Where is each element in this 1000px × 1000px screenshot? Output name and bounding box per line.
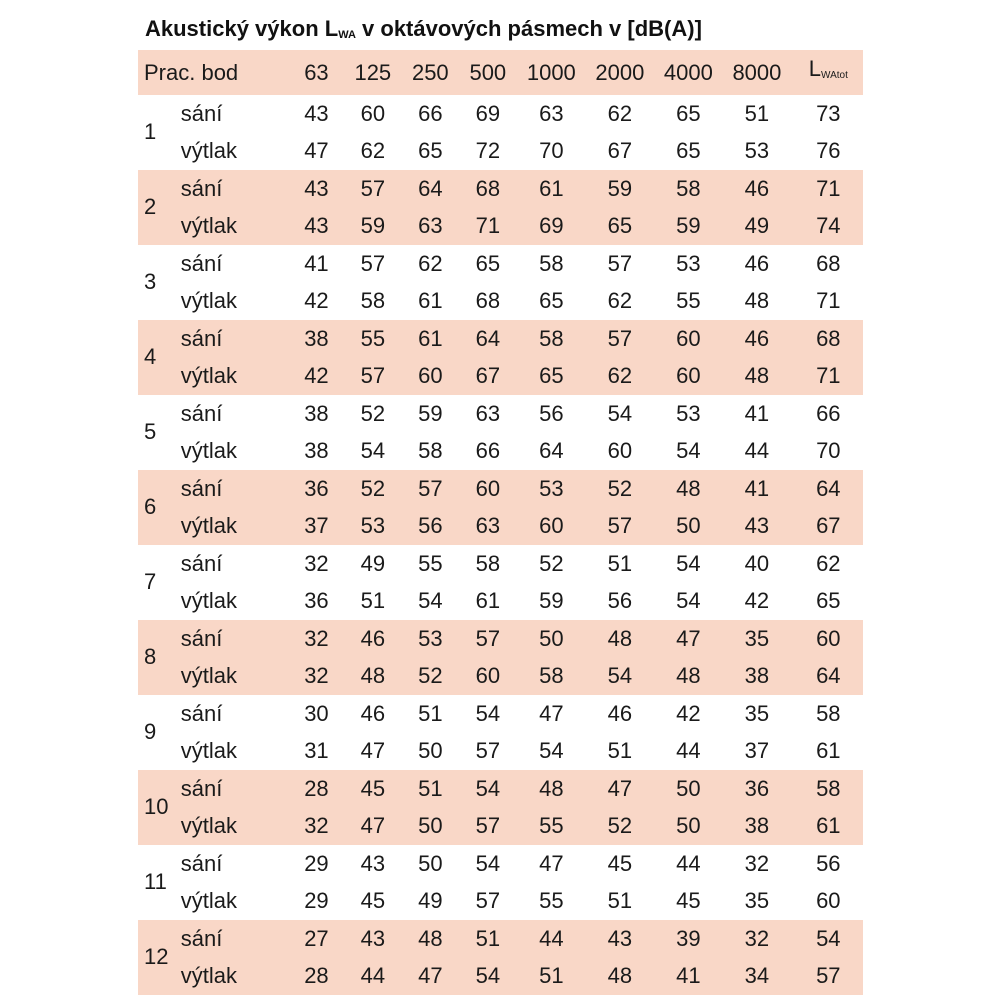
value-cell: 38	[292, 320, 341, 358]
value-cell: 47	[405, 957, 457, 995]
value-cell: 29	[304, 850, 329, 876]
header-total: LWAtot	[794, 50, 863, 95]
value-cell: 68	[475, 288, 501, 313]
header-band-125: 125	[341, 50, 404, 95]
value-cell: 60	[657, 320, 721, 358]
value-cell: 57	[341, 170, 404, 208]
value-cell: 53	[676, 250, 701, 276]
value-cell: 29	[304, 888, 329, 913]
value-cell: 65	[520, 357, 584, 395]
value-cell: 51	[360, 588, 386, 613]
value-cell: 57	[607, 250, 633, 276]
value-cell: 64	[405, 170, 457, 208]
value-cell: 71	[456, 207, 519, 245]
table-row	[138, 320, 863, 358]
header-row	[138, 50, 863, 95]
value-cell: 44	[676, 738, 701, 763]
value-cell: 65	[475, 250, 501, 276]
value-cell: 42	[304, 288, 329, 313]
value-cell: 45	[676, 888, 701, 913]
outlet-label: výtlak	[180, 288, 238, 313]
value-cell: 62	[583, 357, 656, 395]
value-cell: 68	[456, 170, 519, 208]
intake-label: sání	[181, 170, 292, 208]
value-cell: 48	[583, 620, 656, 658]
operating-point-number: 6	[138, 470, 181, 545]
intake-label: sání	[180, 850, 223, 876]
value-cell: 53	[341, 507, 404, 545]
value-cell: 61	[520, 170, 584, 208]
value-cell: 57	[456, 807, 519, 845]
value-cell: 71	[816, 288, 841, 313]
value-cell: 51	[456, 920, 519, 958]
value-cell: 55	[418, 550, 443, 576]
value-cell: 52	[583, 470, 656, 508]
value-cell: 32	[292, 657, 341, 695]
value-cell: 51	[405, 770, 457, 808]
value-cell: 62	[816, 550, 841, 576]
value-cell: 48	[341, 657, 404, 695]
intake-label: sání	[181, 620, 292, 658]
value-cell: 53	[520, 470, 584, 508]
value-cell: 54	[456, 957, 519, 995]
value-cell: 54	[360, 438, 386, 463]
value-cell: 48	[657, 657, 721, 695]
value-cell: 43	[583, 920, 656, 958]
value-cell: 48	[583, 957, 656, 995]
table-row	[138, 470, 863, 508]
value-cell: 55	[539, 888, 564, 913]
table-row	[138, 807, 863, 845]
value-cell: 50	[418, 738, 443, 763]
value-cell: 63	[475, 400, 501, 426]
value-cell: 57	[583, 507, 656, 545]
value-cell: 70	[816, 438, 841, 463]
value-cell: 38	[304, 400, 329, 426]
table-row	[138, 507, 863, 545]
value-cell: 51	[607, 888, 633, 913]
value-cell: 42	[292, 357, 341, 395]
value-cell: 52	[360, 400, 386, 426]
value-cell: 28	[292, 770, 341, 808]
value-cell: 50	[657, 807, 721, 845]
outlet-label: výtlak	[180, 738, 238, 763]
value-cell: 49	[418, 888, 443, 913]
value-cell: 65	[583, 207, 656, 245]
value-cell: 68	[816, 250, 841, 276]
outlet-label: výtlak	[181, 807, 292, 845]
value-cell: 54	[475, 700, 501, 726]
table-row	[138, 620, 863, 658]
value-cell: 47	[657, 620, 721, 658]
value-cell: 34	[720, 957, 793, 995]
value-cell: 60	[456, 470, 519, 508]
table-row	[138, 582, 863, 620]
value-cell: 67	[607, 138, 633, 163]
value-cell: 42	[744, 588, 770, 613]
value-cell: 41	[744, 400, 770, 426]
value-cell: 58	[418, 438, 443, 463]
intake-label: sání	[180, 400, 223, 426]
operating-point-number: 3	[144, 269, 157, 295]
outlet-label: výtlak	[181, 657, 292, 695]
value-cell: 38	[304, 438, 329, 463]
value-cell: 60	[816, 888, 841, 913]
outlet-label: výtlak	[181, 207, 292, 245]
value-cell: 40	[744, 550, 770, 576]
value-cell: 45	[360, 888, 386, 913]
value-cell: 48	[657, 470, 721, 508]
table-row	[138, 882, 863, 920]
value-cell: 32	[292, 620, 341, 658]
value-cell: 39	[657, 920, 721, 958]
value-cell: 61	[418, 288, 443, 313]
value-cell: 43	[292, 207, 341, 245]
value-cell: 58	[539, 250, 564, 276]
value-cell: 46	[720, 170, 793, 208]
value-cell: 50	[657, 770, 721, 808]
value-cell: 52	[341, 470, 404, 508]
operating-point-number: 11	[144, 869, 167, 895]
operating-point-number: 4	[138, 320, 181, 395]
value-cell: 59	[657, 207, 721, 245]
value-cell: 46	[341, 620, 404, 658]
operating-point-number: 8	[138, 620, 181, 695]
value-cell: 54	[456, 770, 519, 808]
table-row	[138, 432, 863, 470]
value-cell: 48	[720, 357, 793, 395]
header-band-8000: 8000	[720, 50, 793, 95]
table-row	[138, 95, 863, 133]
value-cell: 27	[292, 920, 341, 958]
value-cell: 50	[520, 620, 584, 658]
value-cell: 50	[405, 807, 457, 845]
table-row	[138, 170, 863, 208]
value-cell: 65	[816, 588, 841, 613]
outlet-label: výtlak	[180, 588, 238, 613]
table-row	[138, 770, 863, 808]
value-cell: 64	[794, 657, 863, 695]
value-cell: 60	[520, 507, 584, 545]
value-cell: 57	[405, 470, 457, 508]
value-cell: 51	[520, 957, 584, 995]
value-cell: 50	[657, 507, 721, 545]
header-band-500: 500	[456, 50, 519, 95]
value-cell: 47	[341, 807, 404, 845]
value-cell: 51	[607, 550, 633, 576]
value-cell: 71	[794, 170, 863, 208]
value-cell: 58	[520, 657, 584, 695]
value-cell: 61	[475, 588, 501, 613]
value-cell: 62	[418, 250, 443, 276]
value-cell: 72	[475, 138, 501, 163]
value-cell: 56	[539, 400, 564, 426]
value-cell: 58	[657, 170, 721, 208]
value-cell: 61	[816, 738, 841, 763]
value-cell: 57	[475, 738, 501, 763]
value-cell: 66	[418, 100, 443, 126]
value-cell: 43	[341, 920, 404, 958]
value-cell: 66	[475, 438, 501, 463]
value-cell: 66	[816, 400, 841, 426]
table-row	[138, 395, 863, 433]
value-cell: 54	[676, 588, 701, 613]
value-cell: 55	[520, 807, 584, 845]
value-cell: 51	[607, 738, 633, 763]
value-cell: 57	[341, 357, 404, 395]
value-cell: 54	[676, 550, 701, 576]
value-cell: 54	[676, 438, 701, 463]
value-cell: 54	[607, 400, 633, 426]
value-cell: 46	[744, 250, 770, 276]
operating-point-number: 7	[144, 569, 157, 595]
value-cell: 65	[539, 288, 564, 313]
value-cell: 41	[720, 470, 793, 508]
value-cell: 43	[720, 507, 793, 545]
value-cell: 46	[607, 700, 633, 726]
value-cell: 47	[539, 700, 564, 726]
value-cell: 43	[360, 850, 386, 876]
value-cell: 59	[539, 588, 564, 613]
header-operating-point: Prac. bod	[138, 50, 292, 95]
value-cell: 60	[405, 357, 457, 395]
value-cell: 64	[539, 438, 564, 463]
value-cell: 47	[304, 138, 329, 163]
value-cell: 59	[341, 207, 404, 245]
value-cell: 36	[720, 770, 793, 808]
value-cell: 54	[418, 588, 443, 613]
value-cell: 48	[744, 288, 770, 313]
value-cell: 47	[539, 850, 564, 876]
table-row	[138, 957, 863, 995]
header-band-1000: 1000	[520, 50, 584, 95]
value-cell: 58	[360, 288, 386, 313]
value-cell: 57	[360, 250, 386, 276]
value-cell: 43	[304, 100, 329, 126]
value-cell: 55	[676, 288, 701, 313]
header-band-4000: 4000	[657, 50, 721, 95]
value-cell: 49	[720, 207, 793, 245]
value-cell: 63	[456, 507, 519, 545]
value-cell: 53	[676, 400, 701, 426]
value-cell: 31	[304, 738, 329, 763]
value-cell: 48	[405, 920, 457, 958]
table-title: Akustický výkon $L_{WA}$ v oktávových pásmech v [dB(A)]	[145, 16, 702, 41]
value-cell: 57	[475, 888, 501, 913]
value-cell: 61	[405, 320, 457, 358]
table-row	[138, 207, 863, 245]
value-cell: 71	[794, 357, 863, 395]
value-cell: 50	[418, 850, 443, 876]
value-cell: 56	[816, 850, 841, 876]
value-cell: 41	[657, 957, 721, 995]
value-cell: 70	[539, 138, 564, 163]
value-cell: 56	[405, 507, 457, 545]
operating-point-number: 1	[144, 119, 157, 145]
value-cell: 64	[456, 320, 519, 358]
value-cell: 69	[475, 100, 501, 126]
value-cell: 57	[583, 320, 656, 358]
value-cell: 62	[607, 288, 633, 313]
value-cell: 48	[520, 770, 584, 808]
operating-point-number: 2	[138, 170, 181, 245]
value-cell: 65	[676, 100, 701, 126]
value-cell: 45	[341, 770, 404, 808]
table-row	[138, 545, 863, 583]
value-cell: 73	[816, 100, 841, 126]
value-cell: 41	[304, 250, 329, 276]
value-cell: 52	[539, 550, 564, 576]
value-cell: 52	[405, 657, 457, 695]
value-cell: 54	[539, 738, 564, 763]
operating-point-number: 5	[144, 419, 157, 445]
outlet-label: výtlak	[180, 888, 238, 913]
value-cell: 38	[720, 807, 793, 845]
value-cell: 32	[292, 807, 341, 845]
value-cell: 51	[418, 700, 443, 726]
value-cell: 60	[657, 357, 721, 395]
value-cell: 55	[341, 320, 404, 358]
value-cell: 44	[520, 920, 584, 958]
value-cell: 53	[405, 620, 457, 658]
value-cell: 35	[744, 888, 770, 913]
intake-label: sání	[180, 100, 223, 126]
value-cell: 69	[520, 207, 584, 245]
value-cell: 60	[360, 100, 386, 126]
value-cell: 65	[418, 138, 443, 163]
sound-power-table	[138, 50, 863, 995]
value-cell: 64	[794, 470, 863, 508]
value-cell: 36	[292, 470, 341, 508]
value-cell: 59	[418, 400, 443, 426]
value-cell: 58	[794, 770, 863, 808]
value-cell: 37	[292, 507, 341, 545]
value-cell: 35	[720, 620, 793, 658]
value-cell: 57	[794, 957, 863, 995]
value-cell: 52	[583, 807, 656, 845]
table-row	[138, 695, 863, 733]
value-cell: 30	[304, 700, 329, 726]
value-cell: 74	[794, 207, 863, 245]
outlet-label: výtlak	[180, 438, 238, 463]
value-cell: 28	[292, 957, 341, 995]
value-cell: 46	[360, 700, 386, 726]
value-cell: 32	[304, 550, 329, 576]
value-cell: 59	[583, 170, 656, 208]
value-cell: 45	[607, 850, 633, 876]
intake-label: sání	[181, 320, 292, 358]
value-cell: 36	[304, 588, 329, 613]
table-row	[138, 732, 863, 770]
value-cell: 60	[794, 620, 863, 658]
value-cell: 32	[744, 850, 770, 876]
value-cell: 37	[744, 738, 770, 763]
value-cell: 35	[744, 700, 770, 726]
value-cell: 57	[456, 620, 519, 658]
value-cell: 65	[676, 138, 701, 163]
value-cell: 61	[794, 807, 863, 845]
table-row	[138, 132, 863, 170]
table-row	[138, 845, 863, 883]
value-cell: 62	[607, 100, 633, 126]
outlet-label: výtlak	[180, 138, 238, 163]
table-row	[138, 920, 863, 958]
value-cell: 43	[292, 170, 341, 208]
value-cell: 67	[456, 357, 519, 395]
value-cell: 44	[744, 438, 770, 463]
intake-label: sání	[181, 920, 292, 958]
value-cell: 51	[744, 100, 770, 126]
value-cell: 58	[520, 320, 584, 358]
value-cell: 58	[475, 550, 501, 576]
header-band-250: 250	[405, 50, 457, 95]
value-cell: 76	[816, 138, 841, 163]
value-cell: 38	[720, 657, 793, 695]
table-row	[138, 282, 863, 320]
header-band-63: 63	[292, 50, 341, 95]
value-cell: 54	[583, 657, 656, 695]
value-cell: 68	[794, 320, 863, 358]
value-cell: 63	[539, 100, 564, 126]
intake-label: sání	[180, 700, 223, 726]
value-cell: 54	[475, 850, 501, 876]
intake-label: sání	[180, 550, 223, 576]
value-cell: 53	[744, 138, 770, 163]
value-cell: 32	[720, 920, 793, 958]
value-cell: 47	[583, 770, 656, 808]
table-row	[138, 245, 863, 283]
value-cell: 47	[360, 738, 386, 763]
value-cell: 56	[607, 588, 633, 613]
value-cell: 46	[720, 320, 793, 358]
operating-point-number: 12	[138, 920, 181, 995]
intake-label: sání	[180, 250, 223, 276]
value-cell: 60	[456, 657, 519, 695]
intake-label: sání	[181, 470, 292, 508]
value-cell: 60	[607, 438, 633, 463]
outlet-label: výtlak	[181, 957, 292, 995]
value-cell: 58	[816, 700, 841, 726]
value-cell: 63	[405, 207, 457, 245]
value-cell: 42	[676, 700, 701, 726]
value-cell: 49	[360, 550, 386, 576]
operating-point-number: 10	[138, 770, 181, 845]
outlet-label: výtlak	[181, 357, 292, 395]
value-cell: 67	[794, 507, 863, 545]
operating-point-number: 9	[144, 719, 157, 745]
intake-label: sání	[181, 770, 292, 808]
table-row	[138, 657, 863, 695]
header-band-2000: 2000	[583, 50, 656, 95]
value-cell: 44	[341, 957, 404, 995]
value-cell: 44	[676, 850, 701, 876]
value-cell: 54	[794, 920, 863, 958]
value-cell: 62	[360, 138, 386, 163]
outlet-label: výtlak	[181, 507, 292, 545]
table-row	[138, 357, 863, 395]
